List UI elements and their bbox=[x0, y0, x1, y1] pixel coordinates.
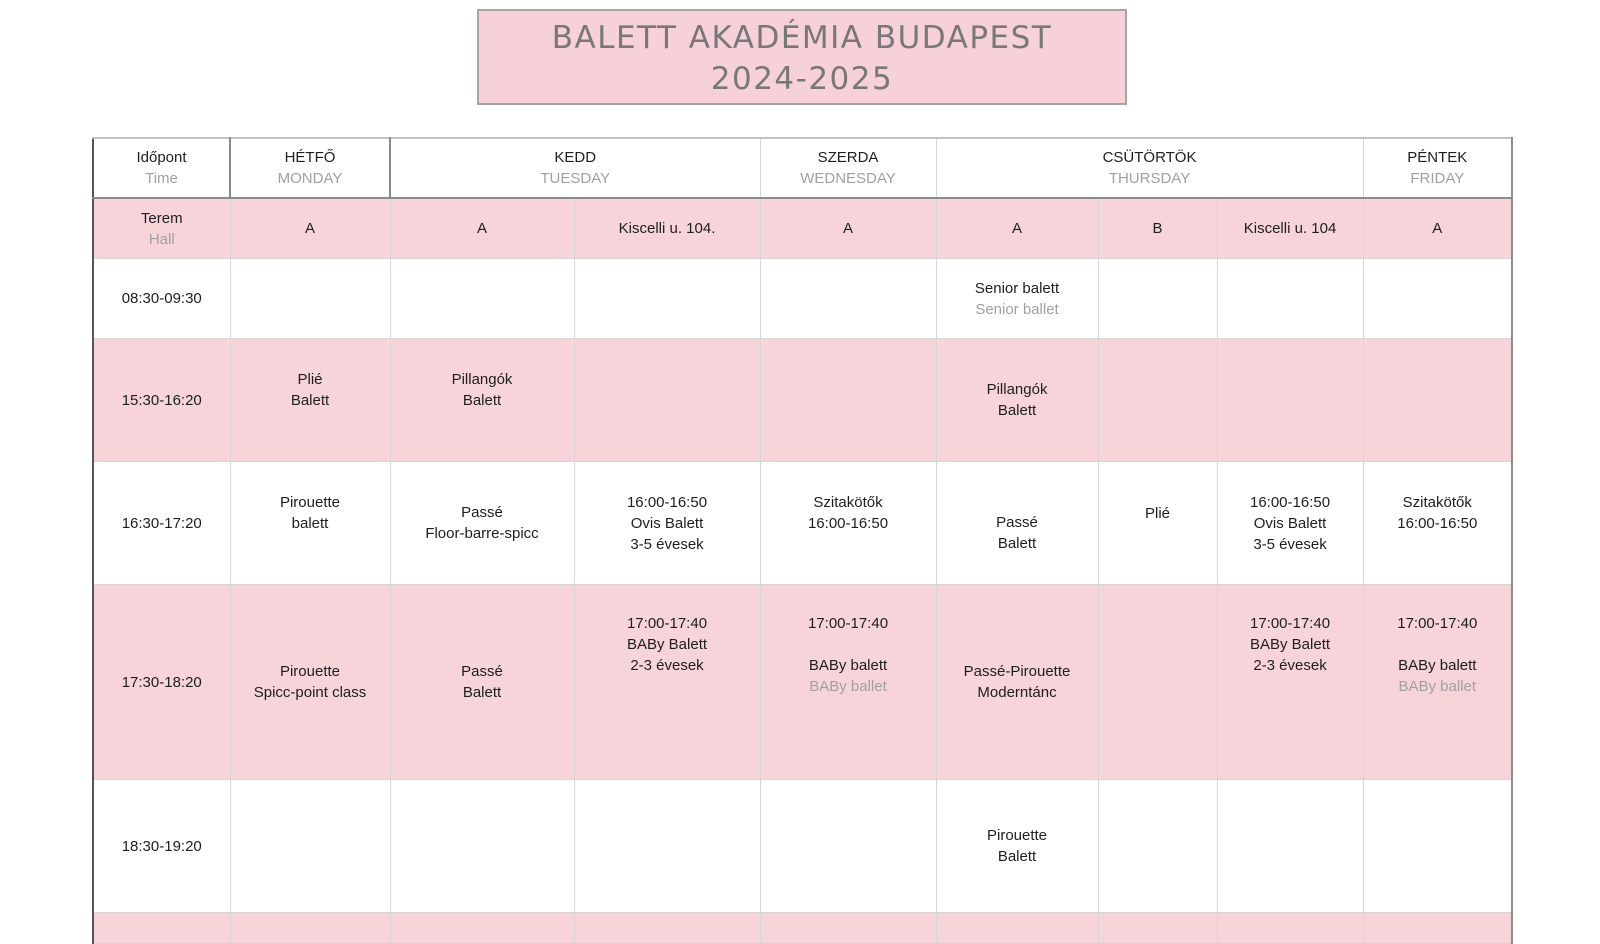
class-cell bbox=[760, 339, 936, 462]
class-cell: 16:00-16:50 Ovis Balett 3-5 évesek bbox=[574, 462, 760, 585]
class-cell: Pirouette balett bbox=[230, 462, 390, 585]
hall-tuesday-a: A bbox=[390, 198, 574, 259]
class-cell bbox=[1098, 259, 1217, 339]
time-cell: 18:30-19:20 bbox=[93, 780, 230, 913]
class-cell bbox=[1363, 780, 1512, 913]
class-cell bbox=[230, 780, 390, 913]
class-cell: Passé-Pirouette Moderntánc bbox=[936, 585, 1098, 780]
header-thursday: CSÜTÖRTÖK THURSDAY bbox=[936, 138, 1363, 198]
class-cell: Plié bbox=[1098, 462, 1217, 585]
header-tuesday: KEDD TUESDAY bbox=[390, 138, 760, 198]
class-cell bbox=[390, 259, 574, 339]
class-cell: Passé Balett bbox=[390, 585, 574, 780]
table-row bbox=[93, 259, 1512, 339]
table-row bbox=[93, 462, 1512, 585]
hall-row bbox=[93, 198, 1512, 259]
time-cell bbox=[93, 913, 230, 944]
class-cell bbox=[936, 913, 1098, 944]
class-cell bbox=[1098, 339, 1217, 462]
hall-monday: A bbox=[230, 198, 390, 259]
class-cell: Passé Floor-barre-spicc bbox=[390, 462, 574, 585]
table-row bbox=[93, 780, 1512, 913]
hall-thursday-kiscelli: Kiscelli u. 104 bbox=[1217, 198, 1363, 259]
hall-thursday-a: A bbox=[936, 198, 1098, 259]
header-time: Időpont Time bbox=[93, 138, 230, 198]
header-monday: HÉTFŐ MONDAY bbox=[230, 138, 390, 198]
class-cell bbox=[760, 259, 936, 339]
class-cell: 16:00-16:50 Ovis Balett 3-5 évesek bbox=[1217, 462, 1363, 585]
hall-label: Terem Hall bbox=[93, 198, 230, 259]
class-cell bbox=[390, 913, 574, 944]
class-cell bbox=[1217, 339, 1363, 462]
class-cell bbox=[1217, 259, 1363, 339]
hall-tuesday-kiscelli: Kiscelli u. 104. bbox=[574, 198, 760, 259]
class-cell: 17:00-17:40 BABy Balett 2-3 évesek bbox=[1217, 585, 1363, 780]
time-cell: 17:30-18:20 bbox=[93, 585, 230, 780]
table-row bbox=[93, 585, 1512, 780]
title-line-1: BALETT AKADÉMIA BUDAPEST bbox=[551, 20, 1053, 56]
class-cell: Senior balett Senior ballet bbox=[936, 259, 1098, 339]
header-row bbox=[93, 138, 1512, 198]
class-cell bbox=[760, 780, 936, 913]
class-cell bbox=[1098, 913, 1217, 944]
class-cell bbox=[1098, 585, 1217, 780]
title-line-2: 2024-2025 bbox=[710, 61, 894, 97]
class-cell: 17:00-17:40 BABy balett BABy ballet bbox=[1363, 585, 1512, 780]
class-cell bbox=[574, 339, 760, 462]
class-cell: Pirouette Spicc-point class bbox=[230, 585, 390, 780]
class-cell bbox=[574, 780, 760, 913]
class-cell: Passé Balett bbox=[936, 462, 1098, 585]
class-cell: Pillangók Balett bbox=[390, 339, 574, 462]
class-cell: Szitakötők 16:00-16:50 bbox=[760, 462, 936, 585]
class-cell: Plié Balett bbox=[230, 339, 390, 462]
table-row bbox=[93, 339, 1512, 462]
header-wednesday: SZERDA WEDNESDAY bbox=[760, 138, 936, 198]
time-cell: 15:30-16:20 bbox=[93, 339, 230, 462]
header-friday: PÉNTEK FRIDAY bbox=[1363, 138, 1512, 198]
class-cell: Szitakötők 16:00-16:50 bbox=[1363, 462, 1512, 585]
class-cell bbox=[1363, 259, 1512, 339]
schedule-title bbox=[477, 9, 1127, 105]
hall-friday: A bbox=[1363, 198, 1512, 259]
class-cell bbox=[574, 259, 760, 339]
class-cell bbox=[1217, 780, 1363, 913]
class-cell: Pirouette Balett bbox=[936, 780, 1098, 913]
hall-wednesday: A bbox=[760, 198, 936, 259]
class-cell bbox=[230, 259, 390, 339]
class-cell bbox=[1098, 780, 1217, 913]
class-cell: Pillangók Balett bbox=[936, 339, 1098, 462]
class-cell bbox=[1217, 913, 1363, 944]
time-cell: 16:30-17:20 bbox=[93, 462, 230, 585]
class-cell bbox=[230, 913, 390, 944]
table-row bbox=[93, 913, 1512, 944]
class-cell: 17:00-17:40 BABy Balett 2-3 évesek bbox=[574, 585, 760, 780]
class-cell bbox=[760, 913, 936, 944]
time-cell: 08:30-09:30 bbox=[93, 259, 230, 339]
class-cell: 17:00-17:40 BABy balett BABy ballet bbox=[760, 585, 936, 780]
class-cell bbox=[390, 780, 574, 913]
hall-thursday-b: B bbox=[1098, 198, 1217, 259]
class-cell bbox=[1363, 913, 1512, 944]
class-cell bbox=[574, 913, 760, 944]
class-cell bbox=[1363, 339, 1512, 462]
schedule-table bbox=[92, 137, 1513, 944]
